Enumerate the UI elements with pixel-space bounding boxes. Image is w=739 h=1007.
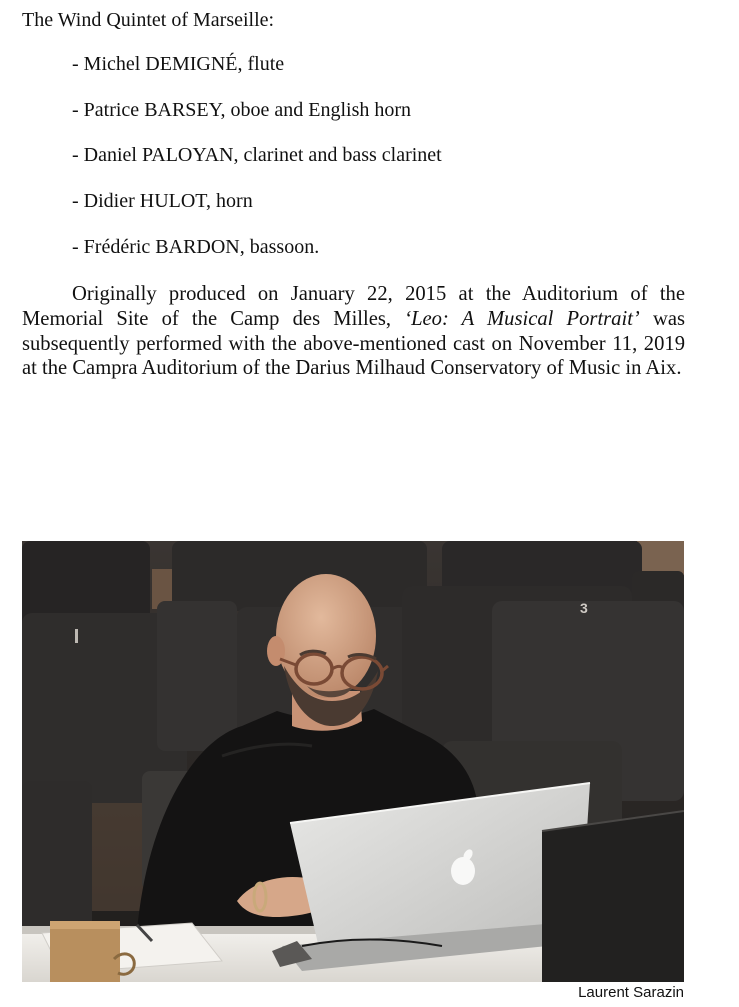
member-item: - Daniel PALOYAN, clarinet and bass clarinet [72, 144, 442, 167]
paragraph-text-before: Originally produced on January 22, 2015 at the Auditorium of the Memorial Site of the Camp des Milles, [22, 283, 685, 330]
seat-number-label: 3 [580, 600, 588, 616]
member-item: - Michel DEMIGNÉ, flute [72, 53, 285, 75]
member-item: - Frédéric BARDON, bassoon. [72, 235, 320, 258]
member-item: - Didier HULOT, horn [72, 190, 253, 213]
member-list [72, 52, 442, 280]
paragraph-text-after: was subsequently performed with the above-mentioned cast on November 11, 2019 at the Campra Auditorium of the Darius Milhaud Conservatory of Music in Aix. [22, 307, 685, 380]
photo-credit: Laurent Sarazin [578, 984, 684, 1001]
photo-man-at-laptop [22, 541, 684, 982]
work-title: ‘Leo: A Musical Portrait’ [404, 307, 640, 330]
ensemble-heading: The Wind Quintet of Marseille: [22, 9, 275, 31]
performance-paragraph [22, 282, 685, 381]
member-item: - Patrice BARSEY, oboe and English horn [72, 98, 412, 121]
